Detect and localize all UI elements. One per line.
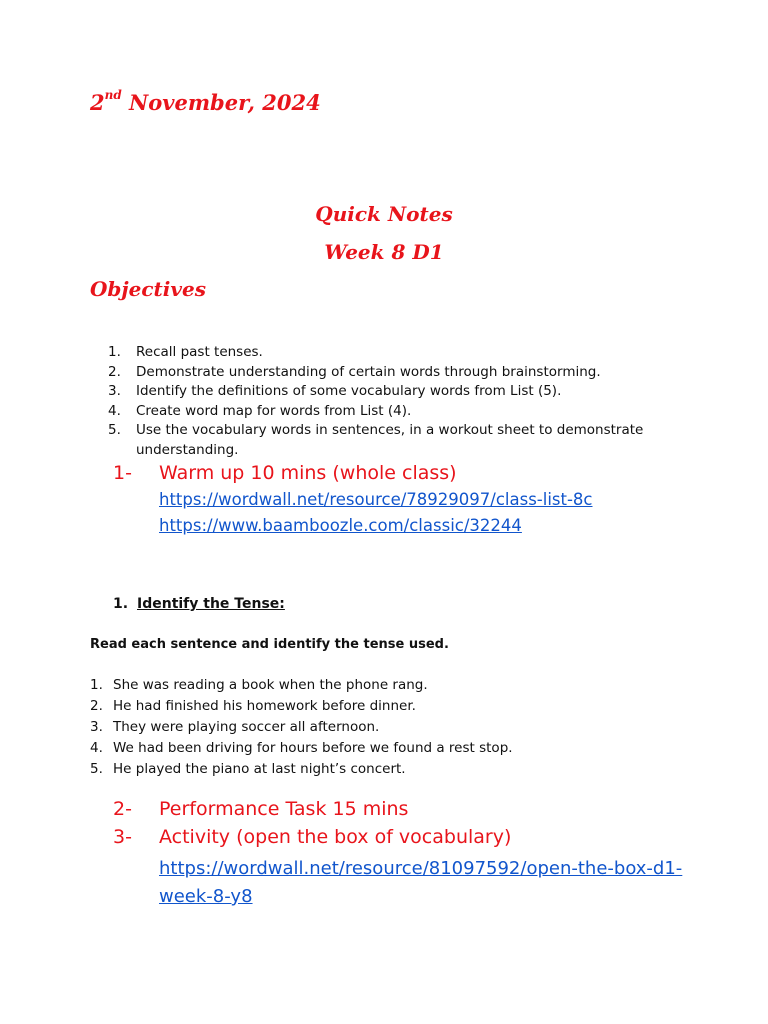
activity-number: 3-: [113, 826, 132, 848]
section-heading: [113, 596, 285, 612]
objective-item: 4. Create word map for words from List (4).: [108, 402, 412, 419]
date-rest: November, 2024: [121, 90, 321, 115]
instruction-text: Read each sentence and identify the tense used.: [90, 637, 449, 652]
list-item: 5. He played the piano at last night’s concert.: [90, 761, 406, 777]
date-suffix: nd: [104, 88, 122, 102]
list-item: 4. We had been driving for hours before we found a rest stop.: [90, 740, 513, 756]
performance-number: 2-: [113, 798, 132, 820]
baamboozle-link[interactable]: https://www.baamboozle.com/classic/32244: [159, 516, 522, 535]
date-day: 2: [90, 90, 105, 115]
section-number: 1.: [113, 596, 129, 612]
title-week: Week 8 D1: [324, 240, 444, 264]
warmup-step: [113, 462, 457, 484]
objectives-list: [108, 343, 668, 460]
objectives-heading: Objectives: [90, 277, 206, 301]
sentence-list: [90, 675, 513, 780]
title-quick-notes: Quick Notes: [315, 202, 453, 226]
warmup-number: 1-: [113, 462, 132, 484]
warmup-label: Warm up 10 mins (whole class): [159, 462, 457, 484]
wordwall-link[interactable]: https://wordwall.net/resource/78929097/class-list-8c: [159, 490, 593, 509]
performance-label: Performance Task 15 mins: [159, 798, 409, 820]
open-the-box-link[interactable]: https://wordwall.net/resource/81097592/open-the-box-d1-week-8-y8: [159, 858, 683, 907]
date-heading: [90, 90, 321, 115]
list-item: 1. She was reading a book when the phone rang.: [90, 677, 428, 693]
objective-item: 2. Demonstrate understanding of certain words through brainstorming.: [108, 363, 601, 380]
list-item: 3. They were playing soccer all afternoon.: [90, 719, 380, 735]
activity-label: Activity (open the box of vocabulary): [159, 826, 512, 848]
performance-step: [113, 798, 408, 820]
objective-item: 5. Use the vocabulary words in sentences, in a workout sheet to demonstrate understanding.: [108, 422, 644, 458]
objective-item: 1. Recall past tenses.: [108, 344, 263, 360]
section-title: Identify the Tense:: [137, 596, 285, 612]
list-item: 2. He had finished his homework before dinner.: [90, 698, 416, 714]
activity-step: [113, 826, 511, 848]
objective-item: 3. Identify the definitions of some vocabulary words from List (5).: [108, 383, 562, 399]
